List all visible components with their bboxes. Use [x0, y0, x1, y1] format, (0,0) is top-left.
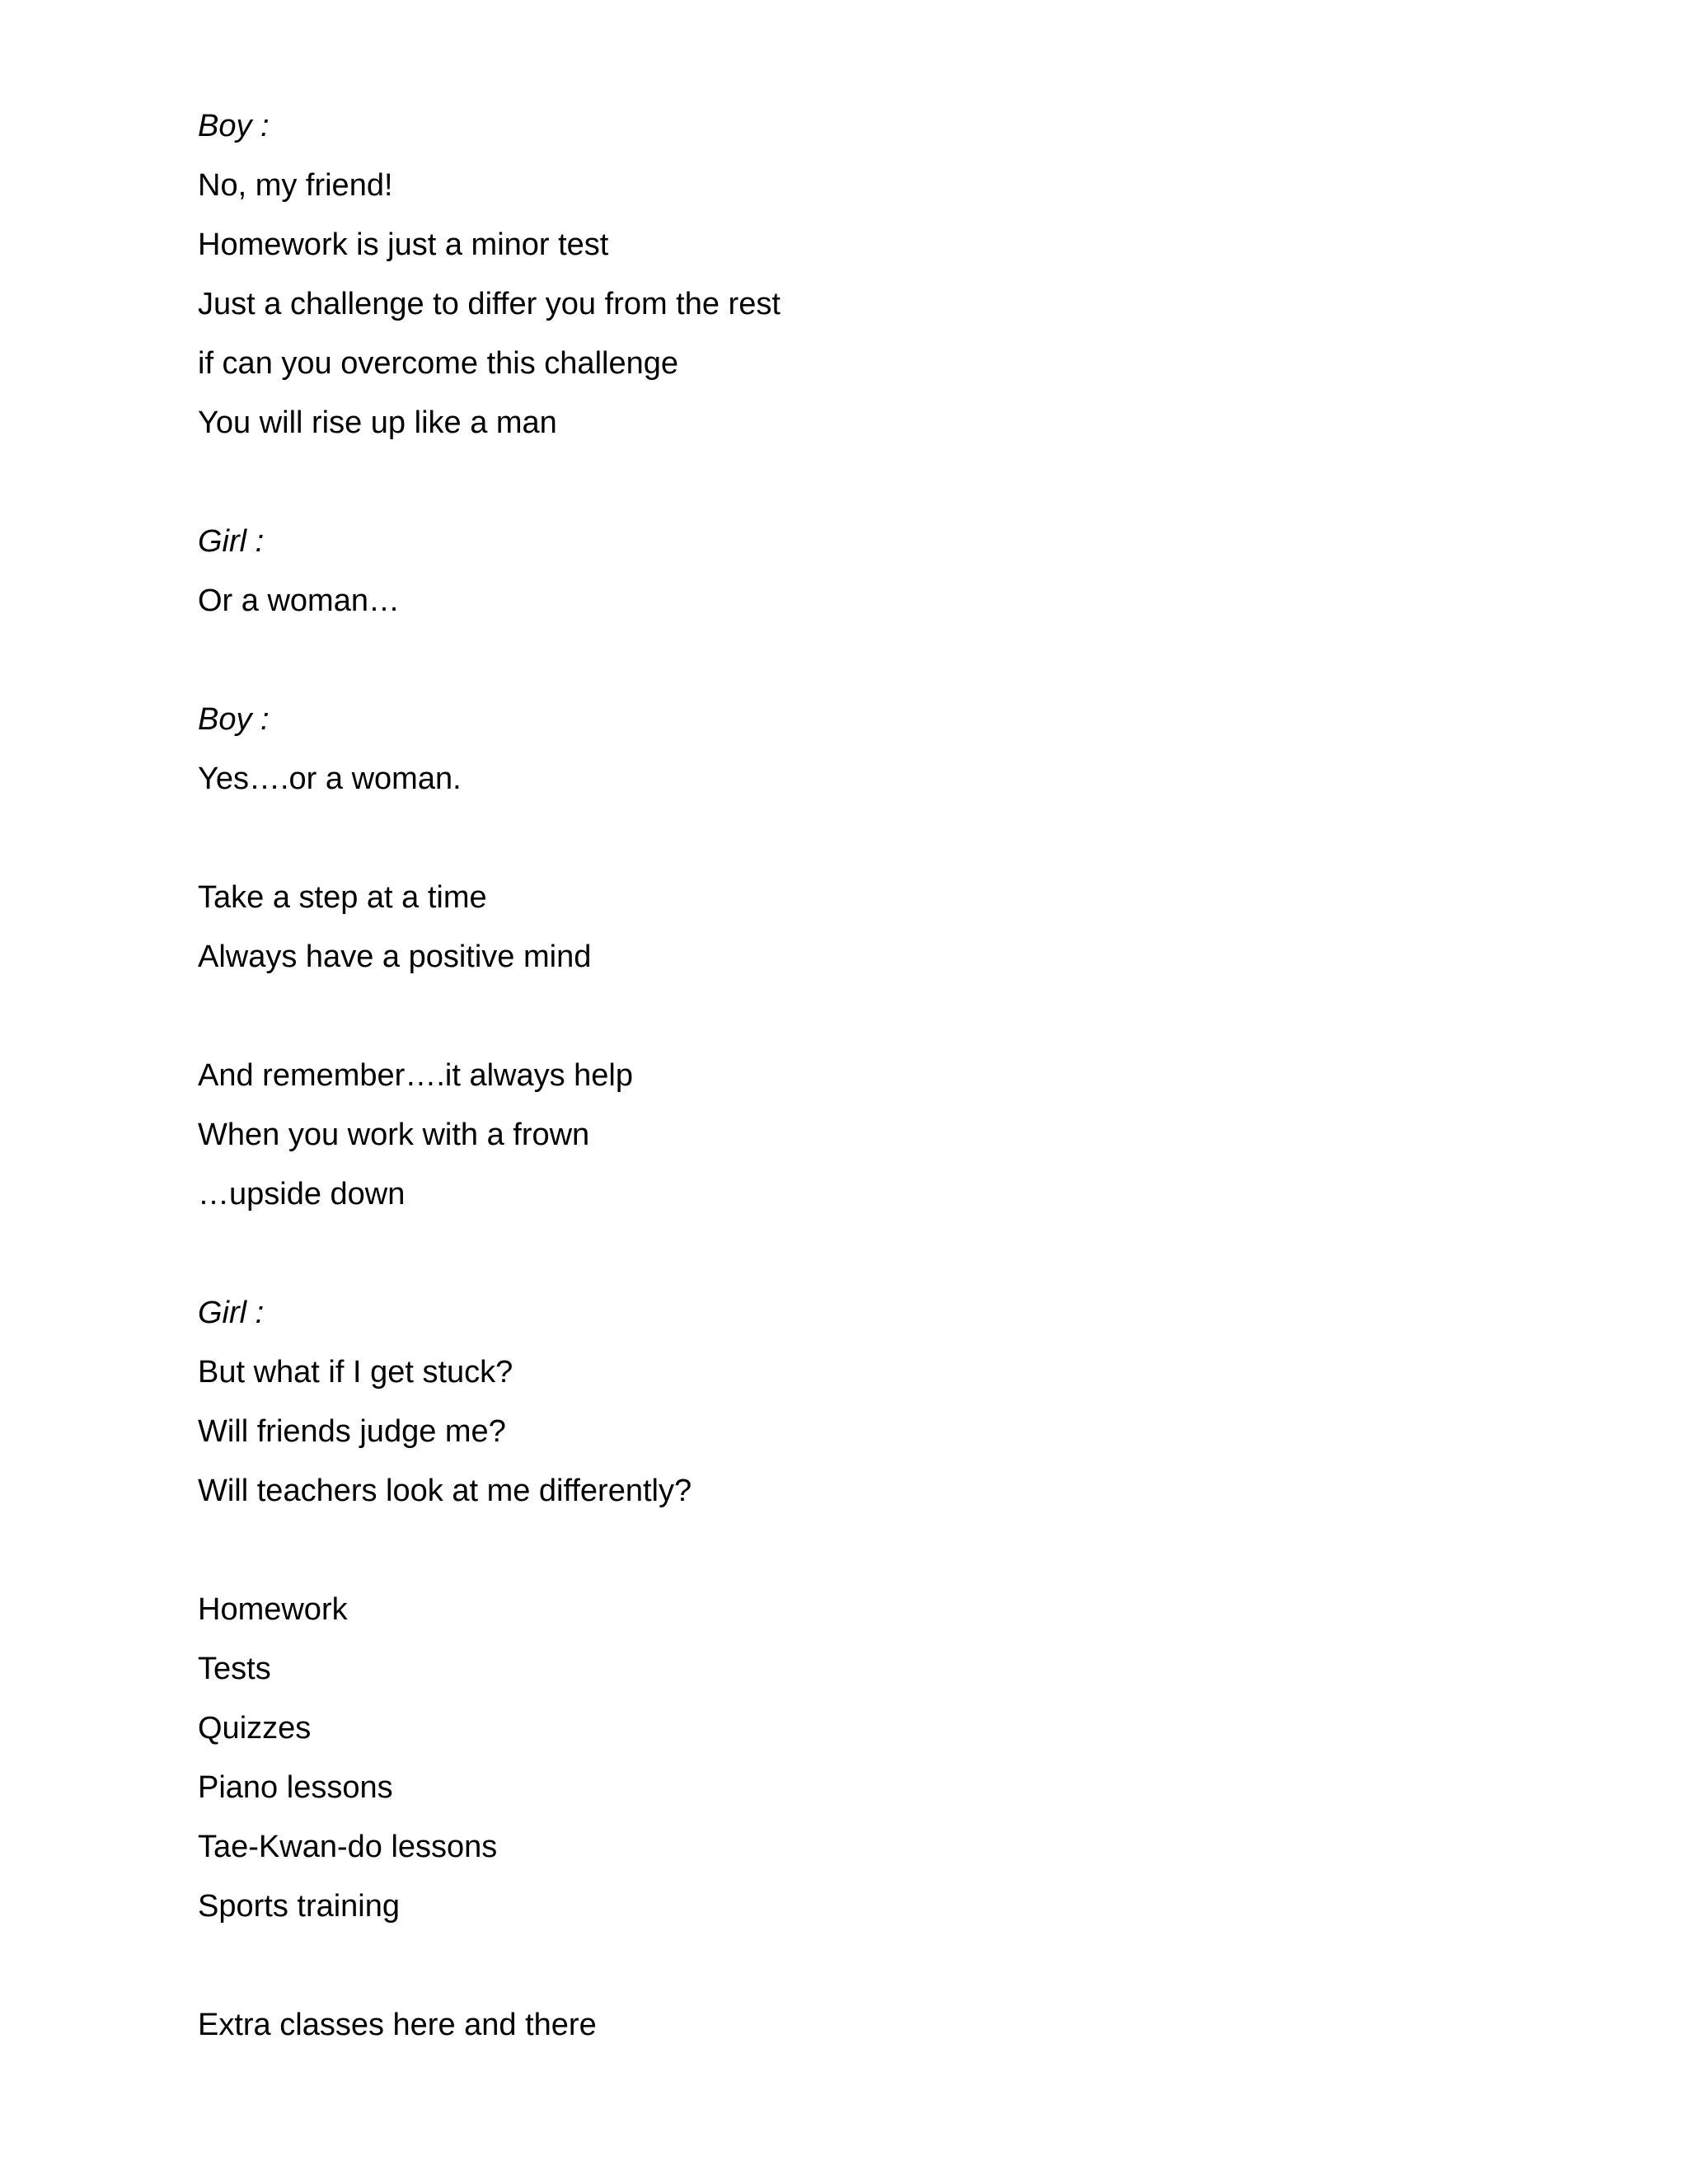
- text-line: Tests: [198, 1652, 271, 1686]
- text-line: No, my friend!: [198, 168, 393, 203]
- text-line: Quizzes: [198, 1711, 312, 1746]
- text-line: Will teachers look at me differently?: [198, 1474, 692, 1508]
- text-line: Homework: [198, 1592, 348, 1627]
- text-line: When you work with a frown: [198, 1118, 590, 1152]
- text-line: Just a challenge to differ you from the rest: [198, 287, 781, 321]
- text-line: if can you overcome this challenge: [198, 346, 678, 381]
- speaker-label: Girl :: [198, 1296, 265, 1330]
- text-line: You will rise up like a man: [198, 405, 557, 440]
- text-line: Take a step at a time: [198, 880, 487, 915]
- text-line: Or a woman…: [198, 583, 400, 618]
- text-line: Sports training: [198, 1889, 401, 1924]
- text-line: Yes….or a woman.: [198, 762, 462, 796]
- text-line: And remember….it always help: [198, 1058, 633, 1093]
- text-line: Tae-Kwan-do lessons: [198, 1830, 498, 1864]
- text-line: Extra classes here and there: [198, 2008, 597, 2042]
- speaker-label: Boy :: [198, 702, 270, 737]
- text-line: Piano lessons: [198, 1770, 393, 1805]
- text-line: But what if I get stuck?: [198, 1355, 513, 1390]
- text-line: …upside down: [198, 1177, 406, 1212]
- text-line: Homework is just a minor test: [198, 227, 609, 262]
- speaker-label: Girl :: [198, 524, 265, 559]
- text-line: Will friends judge me?: [198, 1414, 506, 1449]
- text-line: Always have a positive mind: [198, 940, 592, 974]
- speaker-label: Boy :: [198, 109, 270, 143]
